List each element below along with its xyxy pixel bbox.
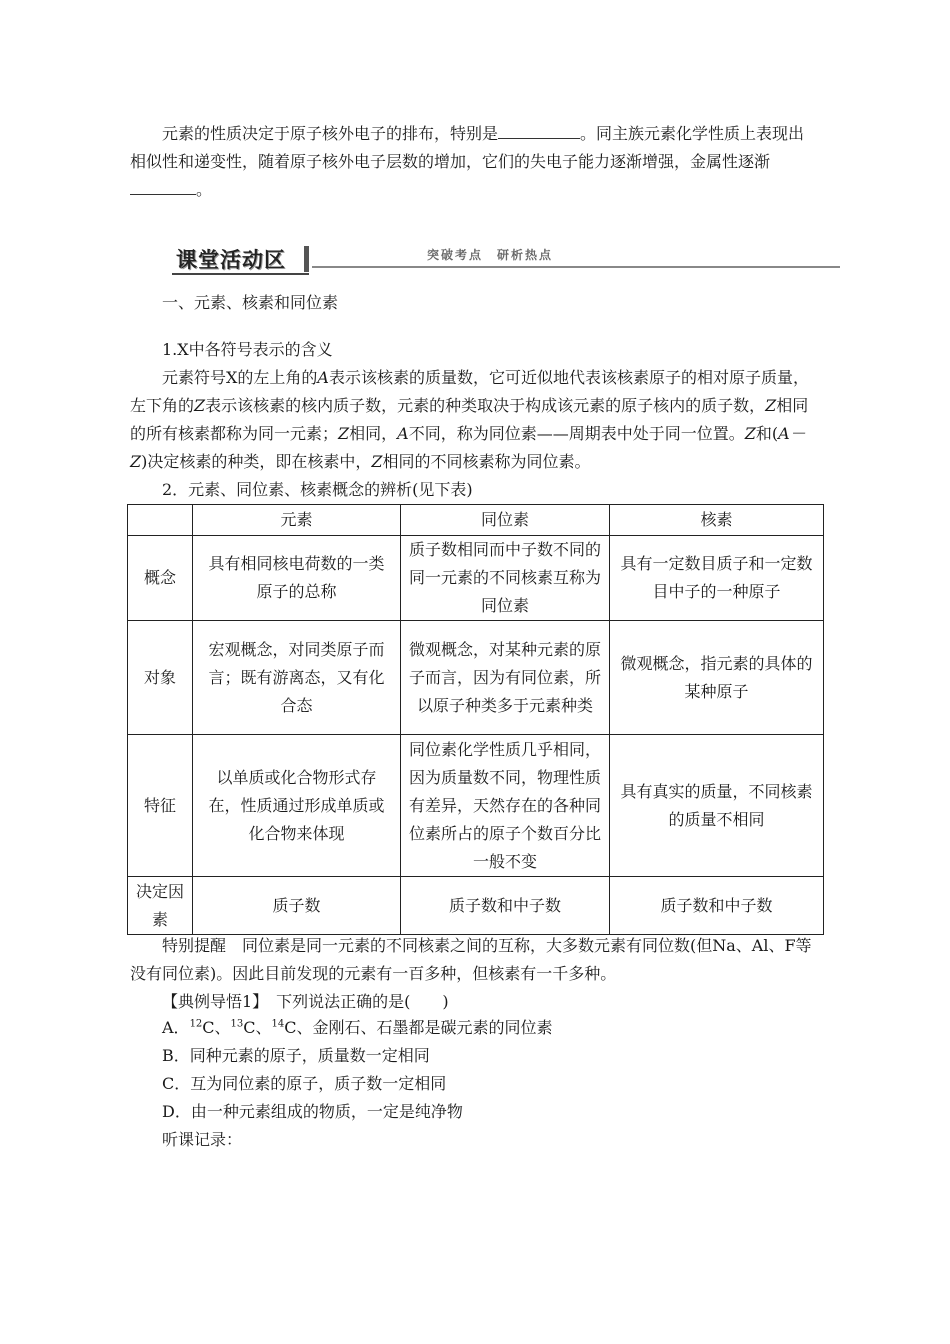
symbol-z: Z — [194, 396, 206, 415]
banner-subtitle: 突破考点 研析热点 — [427, 248, 554, 262]
table-row — [128, 735, 824, 877]
row-label: 对象 — [128, 621, 193, 735]
table-cell: 质子数和中子数 — [610, 877, 824, 935]
banner-rule — [312, 266, 840, 268]
isotope-mass-14: 14 — [271, 1018, 285, 1030]
comparison-table — [127, 504, 824, 935]
option-a-label: A． — [162, 1018, 190, 1037]
table-cell: 具有真实的质量，不同核素的质量不相同 — [610, 735, 824, 877]
fill-blank-2[interactable] — [130, 176, 196, 195]
banner-title: 课堂活动区 — [176, 248, 286, 272]
table-header-cell: 核素 — [610, 505, 824, 536]
intro-text-1: 元素的性质决定于原子核外电子的排布，特别是 — [162, 124, 499, 143]
table-row — [128, 877, 824, 935]
example-title: 【典例导悟1】 下列说法正确的是( ) — [162, 992, 449, 1011]
text-seg: C、 — [202, 1018, 231, 1037]
option-c[interactable]: C．互为同位素的原子，质子数一定相同 — [162, 1074, 447, 1093]
table-row — [128, 621, 824, 735]
symbol-z: Z — [765, 396, 777, 415]
table-header-cell: 元素 — [193, 505, 401, 536]
option-d[interactable]: D．由一种元素组成的物质，一定是纯净物 — [162, 1102, 463, 1121]
symbol-a-minus-z: A－Z — [130, 424, 806, 471]
row-label: 决定因素 — [128, 877, 193, 935]
text-seg: )决定核素的种类，即在核素中， — [141, 452, 372, 471]
text-seg: 不同，称为同位素——周期表中处于同一位置。 — [408, 424, 745, 443]
option-a[interactable] — [130, 1014, 820, 1042]
text-seg: 相同的所有核素都称为同一元素； — [130, 396, 809, 443]
symbol-explanation-paragraph — [130, 364, 820, 476]
text-seg: 和( — [755, 424, 779, 443]
table-header-row — [128, 505, 824, 536]
intro-paragraph — [130, 120, 820, 204]
symbol-z: Z — [371, 452, 383, 471]
subsection-heading-1: 1.X中各符号表示的含义 — [162, 340, 333, 359]
table-cell: 以单质或化合物形式存在，性质通过形成单质或化合物来体现 — [193, 735, 401, 877]
symbol-a: A — [317, 368, 329, 387]
row-label: 概念 — [128, 536, 193, 621]
text-seg: 表示该核素的核内质子数，元素的种类取决于构成该元素的原子核内的质子数， — [205, 396, 766, 415]
table-header-cell — [128, 505, 193, 536]
section-heading: 一、元素、核素和同位素 — [162, 293, 339, 312]
lecture-notes-label: 听课记录： — [162, 1130, 243, 1149]
text-seg: 元素符号X的左上角的 — [162, 368, 318, 387]
symbol-z: Z — [338, 424, 350, 443]
table-row — [128, 536, 824, 621]
intro-text-3: 。 — [196, 180, 213, 199]
table-cell: 微观概念，指元素的具体的某种原子 — [610, 621, 824, 735]
fill-blank-1[interactable] — [498, 120, 580, 139]
table-cell: 宏观概念，对同类原子而言；既有游离态，又有化合态 — [193, 621, 401, 735]
option-b[interactable]: B．同种元素的原子，质量数一定相同 — [162, 1046, 430, 1065]
intro-text-2: 。同主族元素化学性质上表现出相似性和递变性，随着原子核外电子层数的增加，它们的失电子能力逐渐增强，金属性逐渐 — [130, 124, 805, 171]
table-cell: 质子数和中子数 — [401, 877, 610, 935]
symbol-a: A — [397, 424, 409, 443]
table-cell: 质子数 — [193, 877, 401, 935]
table-header-cell: 同位素 — [401, 505, 610, 536]
banner-bar — [304, 246, 309, 272]
text-seg: 相同的不同核素称为同位素。 — [382, 452, 591, 471]
table-cell: 质子数相同而中子数不同的同一元素的不同核素互称为同位素 — [401, 536, 610, 621]
special-tip: 特别提醒 同位素是同一元素的不同核素之间的互称，大多数元素有同位数(但Na、Al、F等没有同位素)。因此目前发现的元素有一百多种，但核素有一千多种。 — [130, 936, 812, 983]
isotope-mass-13: 13 — [230, 1018, 244, 1030]
text-seg: C、金刚石、石墨都是碳元素的同位素 — [284, 1018, 553, 1037]
table-cell: 同位素化学性质几乎相同，因为质量数不同，物理性质有差异，天然存在的各种同位素所占的原子个数百分比一般不变 — [401, 735, 610, 877]
table-cell: 微观概念，对某种元素的原子而言，因为有同位素，所以原子种类多于元素种类 — [401, 621, 610, 735]
table-cell: 具有一定数目质子和一定数目中子的一种原子 — [610, 536, 824, 621]
section-banner — [172, 242, 840, 276]
subsection-heading-2: 2．元素、同位素、核素概念的辨析(见下表) — [162, 480, 473, 499]
banner-underline — [172, 273, 309, 275]
symbol-z: Z — [744, 424, 756, 443]
isotope-mass-12: 12 — [189, 1018, 203, 1030]
text-seg: 相同， — [349, 424, 398, 443]
text-seg: C、 — [243, 1018, 272, 1037]
text-seg: 表示该核素的质量数，它可近似地代表该核素原子的相对原子质量，左下角的 — [130, 368, 809, 415]
table-cell: 具有相同核电荷数的一类原子的总称 — [193, 536, 401, 621]
row-label: 特征 — [128, 735, 193, 877]
